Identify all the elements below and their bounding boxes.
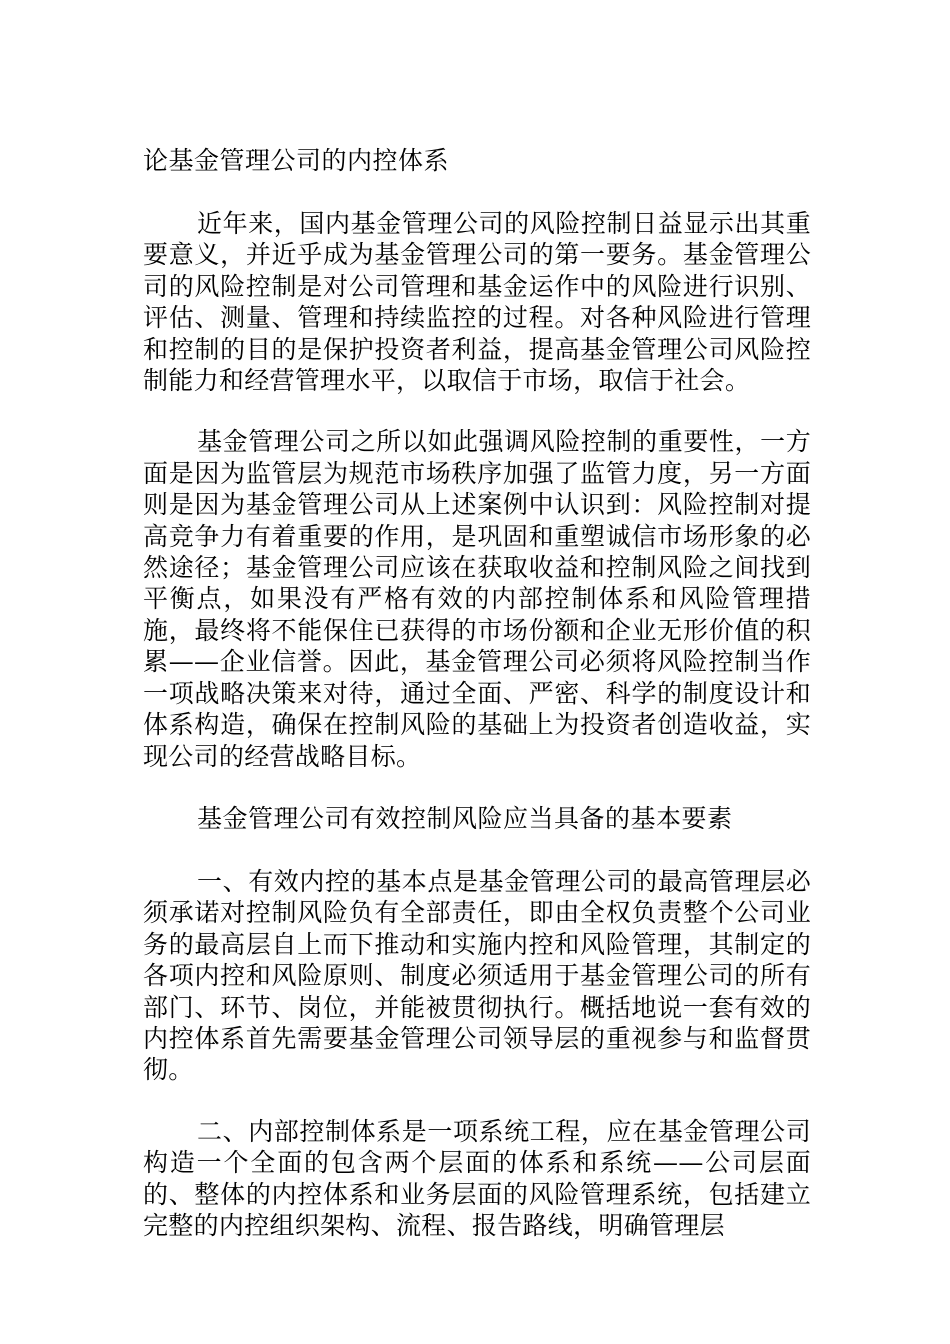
section-heading: 基金管理公司有效控制风险应当具备的基本要素	[197, 803, 733, 833]
paragraph-intro: 近年来，国内基金管理公司的风险控制日益显示出其重要意义，并近乎成为基金管理公司的第一要务。基金管理公司的风险控制是对公司管理和基金运作中的风险进行识别、评估、测量、管理和持续监控的过程。对各种风险进行管理和控制的目的是保护投资者利益，提高基金管理公司风险控制能力和经营管理水平，以取信于市场，取信于社会。	[143, 209, 811, 396]
paragraph-importance: 基金管理公司之所以如此强调风险控制的重要性，一方面是因为监管层为规范市场秩序加强了监管力度，另一方面则是因为基金管理公司从上述案例中认识到：风险控制对提高竞争力有着重要的作用，是巩固和重塑诚信市场形象的必然途径；基金管理公司应该在获取收益和控制风险之间找到平衡点，如果没有严格有效的内部控制体系和风险管理措施，最终将不能保住已获得的市场份额和企业无形价值的积累——企业信誉。因此，基金管理公司必须将风险控制当作一项战略决策来对待，通过全面、严密、科学的制度设计和体系构造，确保在控制风险的基础上为投资者创造收益，实现公司的经营战略目标。	[143, 427, 811, 771]
paragraph-point-2: 二、内部控制体系是一项系统工程，应在基金管理公司构造一个全面的包含两个层面的体系和系统——公司层面的、整体的内控体系和业务层面的风险管理系统，包括建立完整的内控组织架构、流程、报告路线，明确管理层	[143, 1116, 811, 1240]
document-page	[143, 144, 811, 1271]
paragraph-point-1: 一、有效内控的基本点是基金管理公司的最高管理层必须承诺对控制风险负有全部责任，即由全权负责整个公司业务的最高层自上而下推动和实施内控和风险管理，其制定的各项内控和风险原则、制度必须适用于基金管理公司的所有部门、环节、岗位，并能被贯彻执行。概括地说一套有效的内控体系首先需要基金管理公司领导层的重视参与和监督贯彻。	[143, 866, 811, 1085]
document-title: 论基金管理公司的内控体系	[143, 146, 450, 175]
